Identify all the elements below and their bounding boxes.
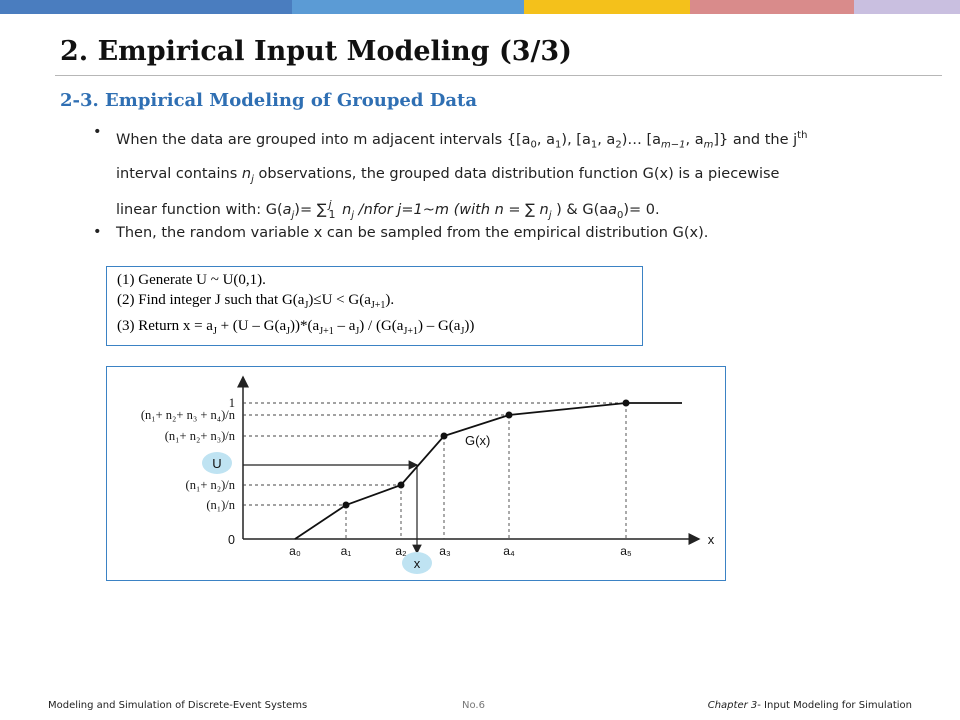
color-strip [292, 0, 524, 14]
cdf-diagram [107, 367, 725, 580]
curve-points [343, 400, 630, 509]
bullet-paragraph-2: Then, the random variable x can be sampled from the empirical distribution G(x). [116, 225, 709, 241]
x-tick-a5: a₅ [620, 544, 632, 558]
bullet-line: When the data are grouped into m adjacent intervals {[$a_0$, $a_1$), [$a_1$, $a_2)\dots$ [$a_{m-1}$, $a_m$]} and the $j^{th}$ [116, 130, 808, 151]
slide-title: 2. Empirical Input Modeling (3/3) [60, 36, 572, 67]
section-subtitle: 2-3. Empirical Modeling of Grouped Data [60, 90, 477, 111]
x-tick-a0: a₀ [289, 544, 301, 558]
title-divider [55, 75, 942, 76]
x-tick-a3: a₃ [439, 544, 451, 558]
algorithm-step-1: (1) Generate U ~ U(0,1). [117, 272, 266, 288]
bullet-marker: • [93, 124, 102, 140]
y-label-0: 0 [228, 533, 235, 547]
gx-curve-label: G(x) [465, 433, 491, 448]
color-strip [524, 0, 690, 14]
footer-chapter: Chapter 3- Input Modeling for Simulation [707, 700, 912, 711]
footer-page-number: No.6 [462, 700, 485, 711]
cdf-figure [106, 366, 726, 581]
algorithm-box [106, 266, 643, 346]
bullet-line: linear function with: $G(a_j)=$ ∑ j 1 $n_j$ /nfor j=1~m (with n = ∑ $n_j$ ) & $G(aa_0)= 0$. [116, 197, 660, 221]
footer-course-title: Modeling and Simulation of Discrete-Event Systems [48, 700, 308, 711]
y-label-n2: (n₁+ n₂)/n [185, 478, 235, 492]
x-tick-labels [289, 544, 632, 558]
x-result-label: x [413, 556, 421, 571]
x-tick-a4: a₄ [503, 544, 515, 558]
x-tick-a1: a₁ [340, 544, 352, 558]
horizontal-guides [243, 403, 626, 505]
x-tick-a2: a₂ [395, 544, 407, 558]
y-label-n3: (n₁+ n₂+ n₃)/n [164, 429, 235, 443]
vertical-guides [346, 403, 626, 539]
y-label-n4: (n₁+ n₂+ n₃ + n₄)/n [140, 408, 235, 422]
x-axis-label: x [707, 532, 715, 547]
y-label-u: U [212, 456, 222, 471]
bullet-paragraph-1 [116, 121, 906, 230]
algorithm-step-3: (3) Return $x = a_J + (U - G(a_J))*(a_{J+1} - a_J) / (G(a_{J+1}) - G(a_J))$ [117, 318, 475, 337]
y-label-n1: (n₁)/n [206, 498, 235, 512]
y-label-1: 1 [228, 396, 235, 410]
bullet-line: interval contains $n_j$ observations, the grouped data distribution function G(x) is a piecewise [116, 165, 780, 185]
color-strip [0, 0, 292, 14]
bullet-marker: • [93, 224, 102, 240]
gx-curve [295, 403, 682, 539]
algorithm-step-2: (2) Find integer J such that $G(a_J)\le U < G(a_{J+1})$. [117, 292, 395, 311]
color-strip [854, 0, 960, 14]
color-strip [690, 0, 854, 14]
header-color-bar [0, 0, 960, 14]
